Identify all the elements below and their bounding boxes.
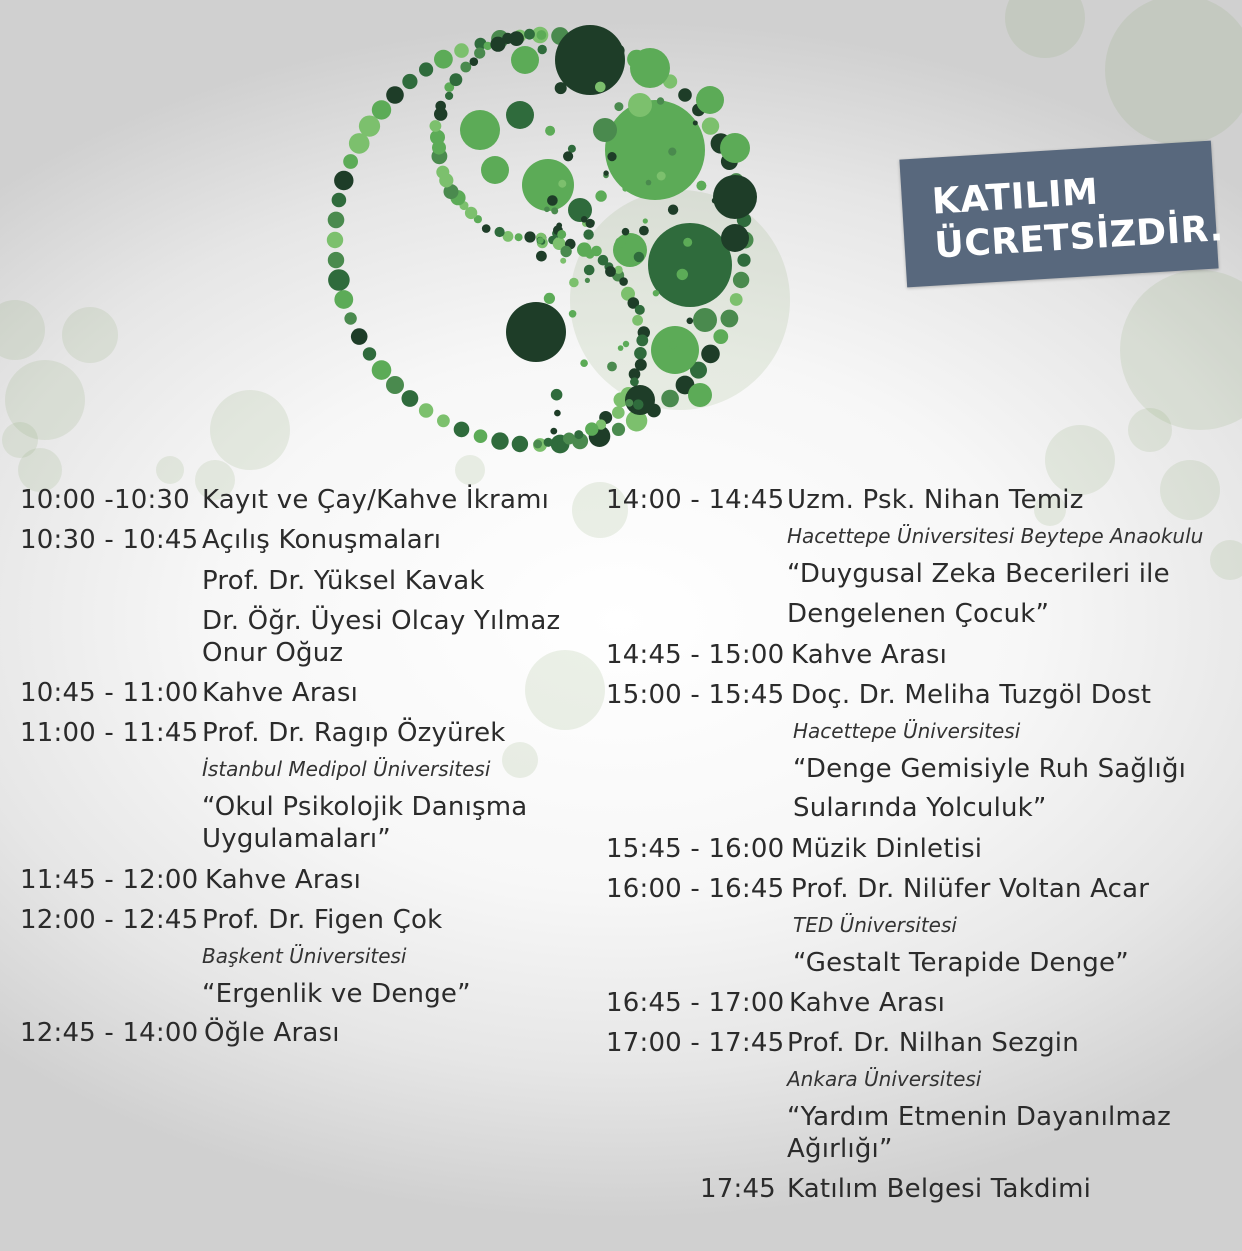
speaker-name: Onur Oğuz xyxy=(202,638,344,668)
schedule-time: 12:45 - 14:00 xyxy=(20,1018,199,1048)
speaker-affiliation: Hacettepe Üniversitesi xyxy=(793,719,1021,743)
talk-title: Uygulamaları” xyxy=(202,824,391,854)
speaker-affiliation: İstanbul Medipol Üniversitesi xyxy=(202,757,491,781)
schedule-item: Müzik Dinletisi xyxy=(791,834,983,864)
schedule-item: Kahve Arası xyxy=(202,678,359,708)
schedule-item: Katılım Belgesi Takdimi xyxy=(787,1174,1092,1204)
talk-title: Dengelenen Çocuk” xyxy=(787,599,1050,629)
speaker-name: Prof. Dr. Yüksel Kavak xyxy=(202,566,485,596)
banner-line-1: KATILIM xyxy=(930,171,1100,223)
schedule-time: 10:30 - 10:45 xyxy=(20,525,199,555)
schedule-time: 14:45 - 15:00 xyxy=(606,640,785,670)
schedule-item: Prof. Dr. Ragıp Özyürek xyxy=(202,718,506,748)
schedule-item: Doç. Dr. Meliha Tuzgöl Dost xyxy=(791,680,1152,710)
speaker-affiliation: Başkent Üniversitesi xyxy=(202,944,407,968)
talk-title: “Denge Gemisiyle Ruh Sağlığı xyxy=(793,754,1187,784)
schedule-time: 15:00 - 15:45 xyxy=(606,680,785,710)
speaker-affiliation: TED Üniversitesi xyxy=(793,913,957,937)
speaker-affiliation: Ankara Üniversitesi xyxy=(787,1067,982,1091)
talk-title: “Yardım Etmenin Dayanılmaz xyxy=(787,1102,1171,1132)
schedule-item: Prof. Dr. Nilhan Sezgin xyxy=(787,1028,1079,1058)
schedule-time: 17:00 - 17:45 xyxy=(606,1028,785,1058)
schedule-time: 11:00 - 11:45 xyxy=(20,718,199,748)
talk-title: “Okul Psikolojik Danışma xyxy=(202,792,528,822)
schedule-time: 10:45 - 11:00 xyxy=(20,678,199,708)
talk-title: Ağırlığı” xyxy=(787,1134,893,1164)
free-admission-banner xyxy=(899,141,1225,288)
speaker-name: Dr. Öğr. Üyesi Olcay Yılmaz xyxy=(202,606,561,636)
schedule-time: 17:45 xyxy=(700,1174,776,1204)
schedule-time: 11:45 - 12:00 xyxy=(20,865,199,895)
banner-line-2: ÜCRETSİZDİR. xyxy=(933,208,1225,267)
schedule-item: Kahve Arası xyxy=(205,865,362,895)
schedule-item: Kahve Arası xyxy=(791,640,948,670)
schedule-time: 16:00 - 16:45 xyxy=(606,874,785,904)
schedule-item: Uzm. Psk. Nihan Temiz xyxy=(787,485,1084,515)
schedule-time: 12:00 - 12:45 xyxy=(20,905,199,935)
speaker-affiliation: Hacettepe Üniversitesi Beytepe Anaokulu xyxy=(787,524,1204,548)
schedule-item: Öğle Arası xyxy=(204,1018,340,1048)
schedule-item: Kahve Arası xyxy=(789,988,946,1018)
schedule-time: 16:45 - 17:00 xyxy=(606,988,785,1018)
talk-title: “Ergenlik ve Denge” xyxy=(202,979,471,1009)
talk-title: “Duygusal Zeka Becerileri ile xyxy=(787,559,1170,589)
talk-title: “Gestalt Terapide Denge” xyxy=(793,948,1129,978)
schedule-item: Kayıt ve Çay/Kahve İkramı xyxy=(202,485,550,515)
schedule-item: Prof. Dr. Figen Çok xyxy=(202,905,443,935)
schedule-time: 14:00 - 14:45 xyxy=(606,485,785,515)
schedule-item: Prof. Dr. Nilüfer Voltan Acar xyxy=(791,874,1150,904)
schedule-time: 10:00 -10:30 xyxy=(20,485,190,515)
talk-title: Sularında Yolculuk” xyxy=(793,793,1047,823)
schedule-item: Açılış Konuşmaları xyxy=(202,525,442,555)
schedule-time: 15:45 - 16:00 xyxy=(606,834,785,864)
